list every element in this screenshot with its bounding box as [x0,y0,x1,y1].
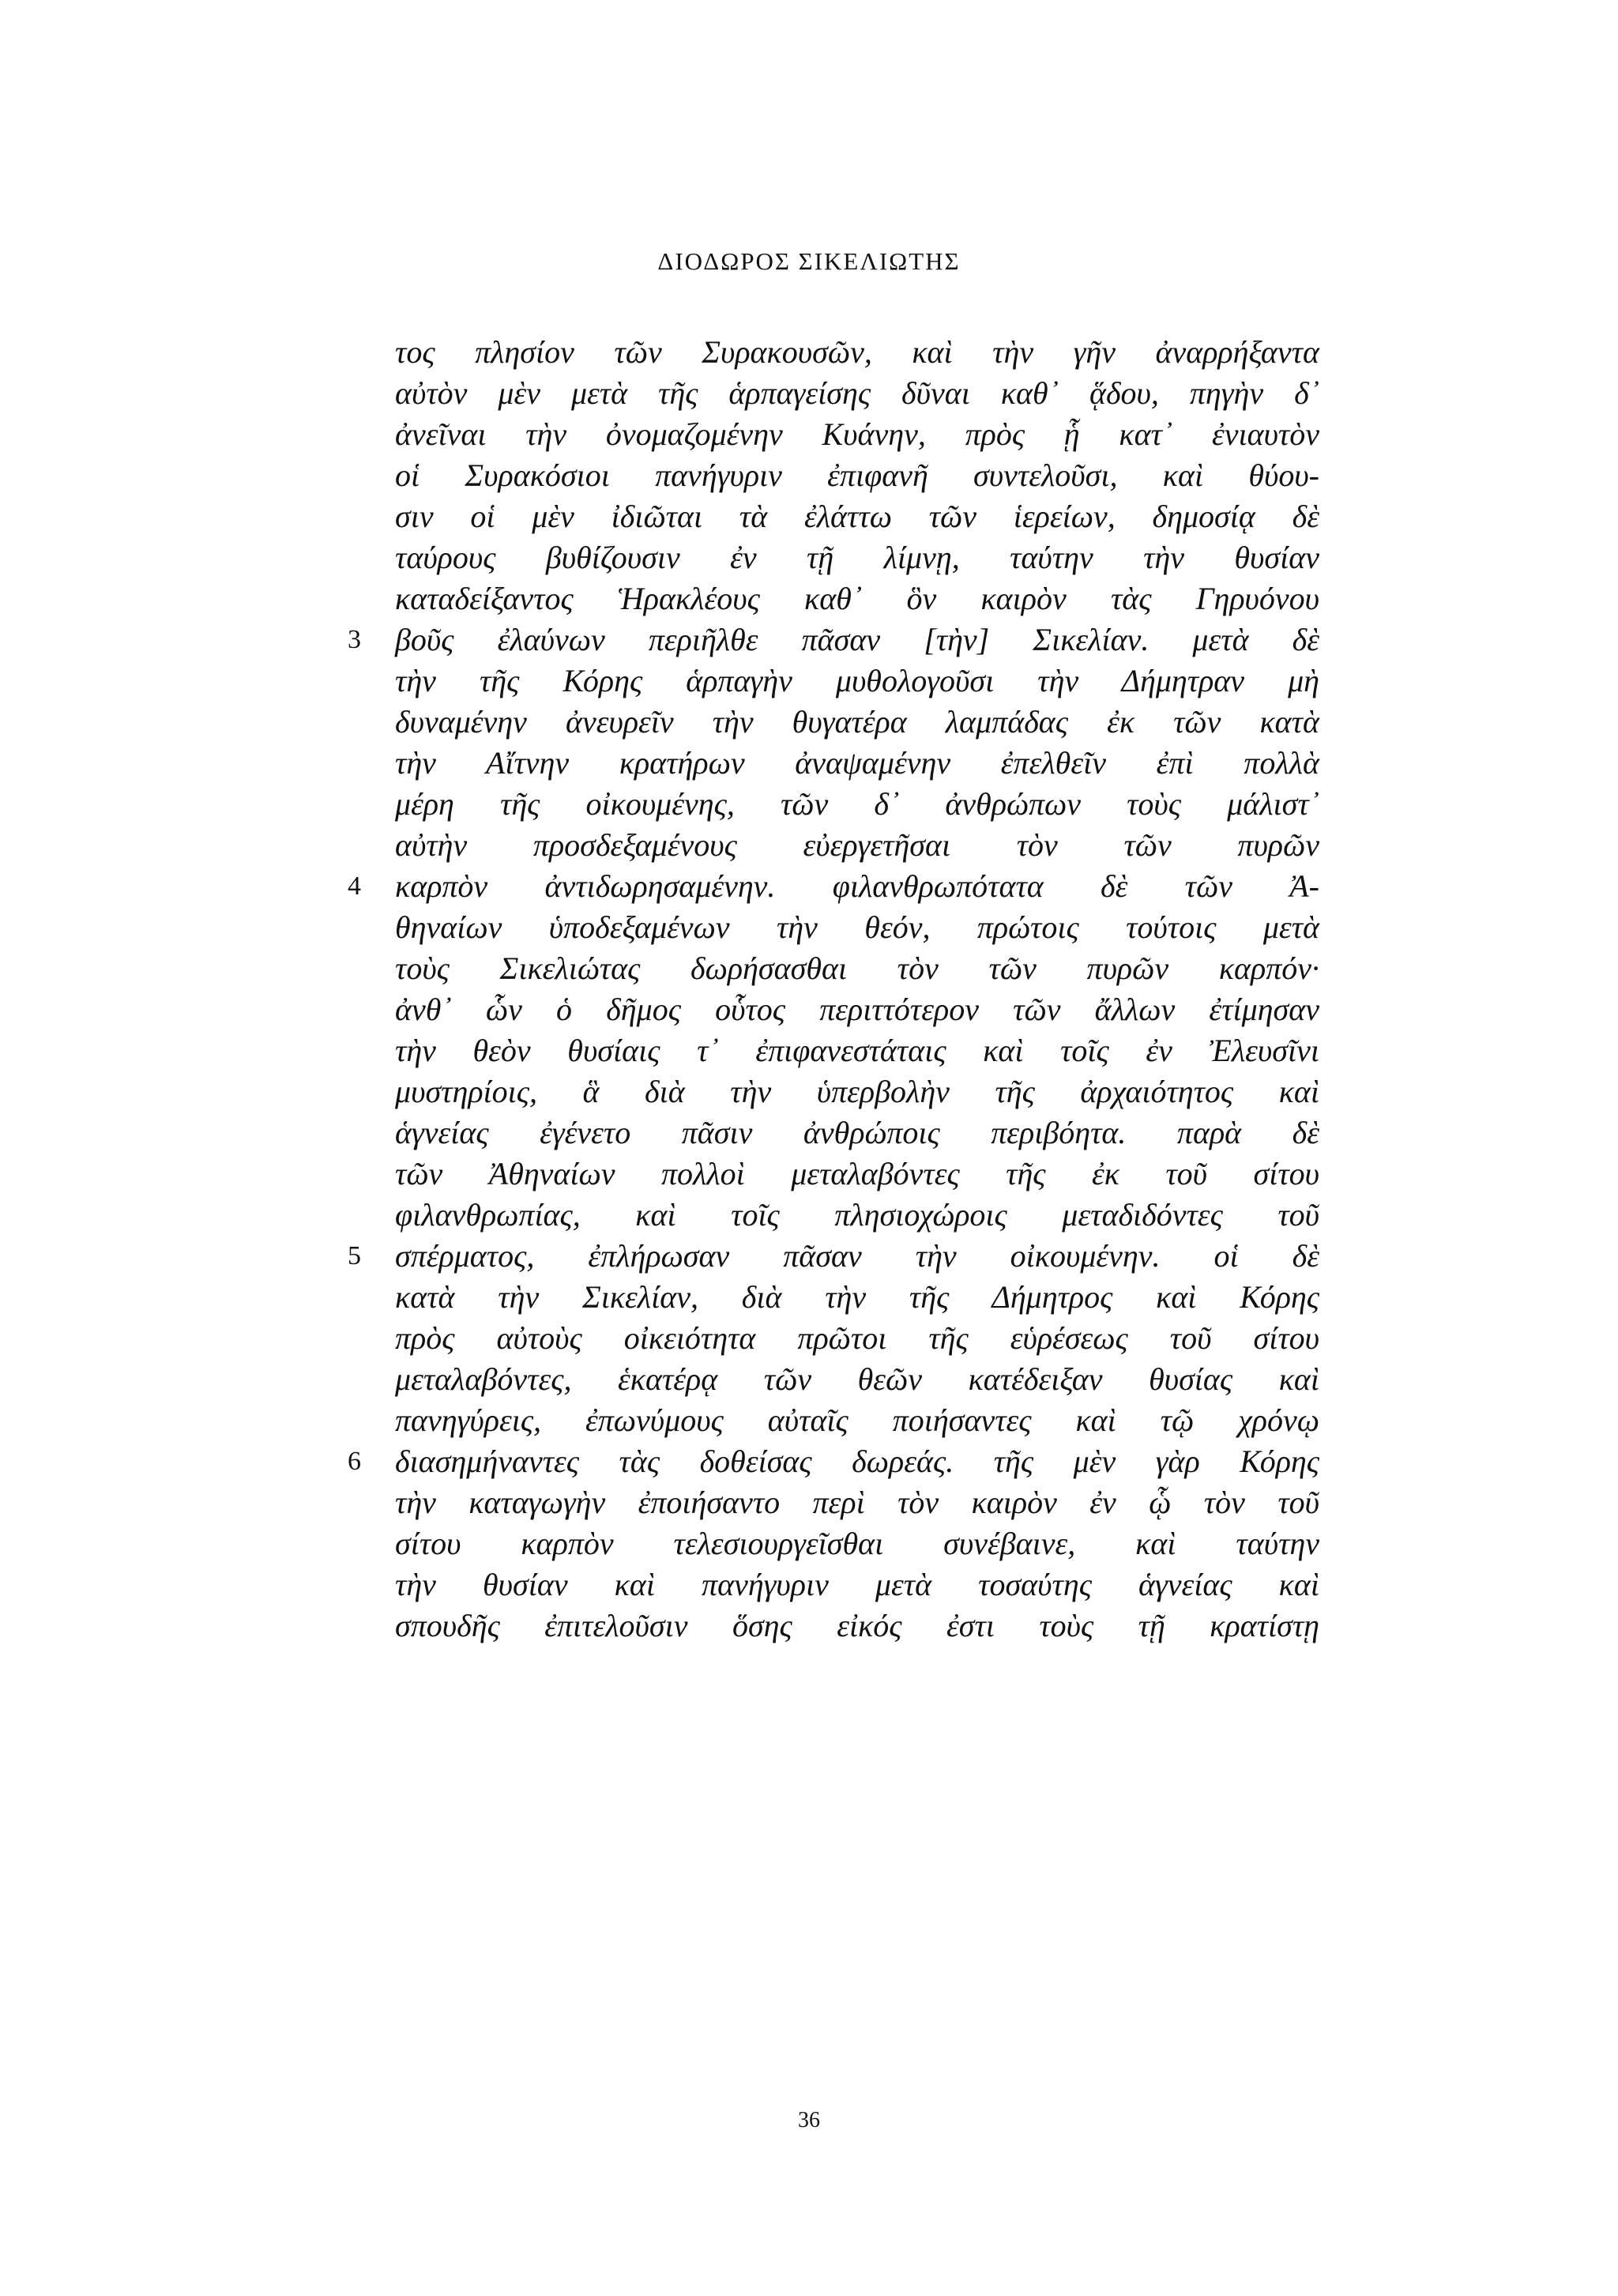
text-line [395,989,1319,1030]
text-line [395,1112,1319,1154]
line-text: τῶν Ἀθηναίων πολλοὶ μεταλαβόντες τῆς ἐκ τοῦ σίτου [395,1156,1319,1191]
text-line [395,1400,1319,1441]
text-line [395,1605,1319,1647]
text-line [395,1564,1319,1605]
text-line [395,496,1319,537]
text-line [395,1030,1319,1071]
text-line [395,784,1319,825]
text-line [395,661,1319,702]
text-line [395,414,1319,455]
line-text: μυστηρίοις, ἃ διὰ τὴν ὑπερβολὴν τῆς ἀρχαιότητος καὶ [395,1074,1319,1109]
line-text: σίτου καρπὸν τελεσιουργεῖσθαι συνέβαινε, καὶ ταύτην [395,1526,1319,1561]
line-text: πρὸς αὐτοὺς οἰκειότητα πρῶτοι τῆς εὑρέσεως τοῦ σίτου [395,1320,1319,1356]
line-text: ἀνθ᾽ ὧν ὁ δῆμος οὗτος περιττότερον τῶν ἄλλων ἐτίμησαν [395,992,1319,1027]
section-number: 3 [348,625,361,654]
line-text: μεταλαβόντες, ἑκατέρᾳ τῶν θεῶν κατέδειξαν θυσίας καὶ [395,1361,1319,1397]
page-number: 36 [798,2108,820,2132]
text-line [395,373,1319,414]
line-text: τὴν καταγωγὴν ἐποιήσαντο περὶ τὸν καιρὸν ἐν ᾧ τὸν τοῦ [395,1485,1319,1520]
line-text: καρπὸν ἀντιδωρησαμένην. φιλανθρωπότατα δὲ τῶν Ἀ- [395,868,1319,904]
text-line [395,1318,1319,1359]
text-line [395,1071,1319,1112]
text-line [348,1441,1319,1482]
line-text: τος πλησίον τῶν Συρακουσῶν, καὶ τὴν γῆν ἀναρρήξαντα [395,334,1319,370]
line-text: καταδείξαντος Ἡρακλέους καθ᾽ ὃν καιρὸν τὰς Γηρυόνου [395,581,1319,616]
line-text: τὴν τῆς Κόρης ἁρπαγὴν μυθολογοῦσι τὴν Δήμητραν μὴ [395,663,1319,698]
text-line [395,332,1319,373]
text-line [395,578,1319,619]
text-line [395,1523,1319,1564]
line-text: σιν οἱ μὲν ἰδιῶται τὰ ἐλάττω τῶν ἱερείων, δημοσίᾳ δὲ [395,499,1319,534]
line-text: βοῦς ἐλαύνων περιῆλθε πᾶσαν [τὴν] Σικελίαν. μετὰ δὲ [395,622,1319,657]
line-text: τοὺς Σικελιώτας δωρήσασθαι τὸν τῶν πυρῶν καρπόν· [395,950,1319,986]
line-text: σπέρματος, ἐπλήρωσαν πᾶσαν τὴν οἰκουμένην. οἱ δὲ [395,1238,1319,1274]
line-text: σπουδῆς ἐπιτελοῦσιν ὅσης εἰκός ἐστι τοὺς τῇ κρατίστῃ [395,1608,1319,1643]
line-text: ἁγνείας ἐγένετο πᾶσιν ἀνθρώποις περιβόητα. παρὰ δὲ [395,1115,1319,1150]
line-text: αὐτὴν προσδεξαμένους εὐεργετῆσαι τὸν τῶν πυρῶν [395,827,1319,863]
line-text: ἀνεῖναι τὴν ὀνομαζομένην Κυάνην, πρὸς ᾗ κατ᾽ ἐνιαυτὸν [395,416,1319,452]
text-line [395,907,1319,948]
line-text: τὴν θυσίαν καὶ πανήγυριν μετὰ τοσαύτης ἁγνείας καὶ [395,1567,1319,1602]
line-text: τὴν Αἴτνην κρατήρων ἀναψαμένην ἐπελθεῖν ἐπὶ πολλὰ [395,745,1319,781]
section-number: 4 [348,871,361,901]
running-head: ΔΙΟΔΩΡΟΣ ΣΙΚΕΛΙΩΤΗΣ [657,247,961,275]
text-line [348,1236,1319,1277]
text-line [348,619,1319,661]
line-text: μέρη τῆς οἰκουμένης, τῶν δ᾽ ἀνθρώπων τοὺς μάλιστ᾽ [395,786,1319,822]
text-line [395,455,1319,496]
line-text: διασημήναντες τὰς δοθείσας δωρεάς. τῆς μὲν γὰρ Κόρης [395,1443,1319,1479]
text-line [395,743,1319,784]
text-line [395,825,1319,866]
text-line [395,1359,1319,1400]
line-text: δυναμένην ἀνευρεῖν τὴν θυγατέρα λαμπάδας ἐκ τῶν κατὰ [395,704,1319,740]
line-text: θηναίων ὑποδεξαμένων τὴν θεόν, πρώτοις τούτοις μετὰ [395,909,1319,945]
text-line [395,1277,1319,1318]
line-text: πανηγύρεις, ἐπωνύμους αὐταῖς ποιήσαντες καὶ τῷ χρόνῳ [395,1402,1319,1438]
line-text: φιλανθρωπίας, καὶ τοῖς πλησιοχώροις μεταδιδόντες τοῦ [395,1197,1319,1233]
line-text: τὴν θεὸν θυσίαις τ᾽ ἐπιφανεστάταις καὶ τοῖς ἐν Ἐλευσῖνι [395,1033,1319,1068]
text-line [395,1195,1319,1236]
section-number: 5 [348,1241,361,1270]
text-line [395,1154,1319,1195]
text-line [395,702,1319,743]
text-line [395,537,1319,578]
line-text: αὐτὸν μὲν μετὰ τῆς ἁρπαγείσης δῦναι καθ᾽ ᾅδου, πηγὴν δ᾽ [395,375,1319,411]
line-text: οἱ Συρακόσιοι πανήγυριν ἐπιφανῆ συντελοῦσι, καὶ θύου- [395,457,1319,493]
line-text: κατὰ τὴν Σικελίαν, διὰ τὴν τῆς Δήμητρος καὶ Κόρης [395,1279,1319,1315]
text-line [395,948,1319,989]
body-text [348,332,1319,1647]
text-line [348,866,1319,907]
line-text: ταύρους βυθίζουσιν ἐν τῇ λίμνῃ, ταύτην τὴν θυσίαν [395,540,1319,575]
section-number: 6 [348,1447,361,1476]
text-line [395,1482,1319,1523]
